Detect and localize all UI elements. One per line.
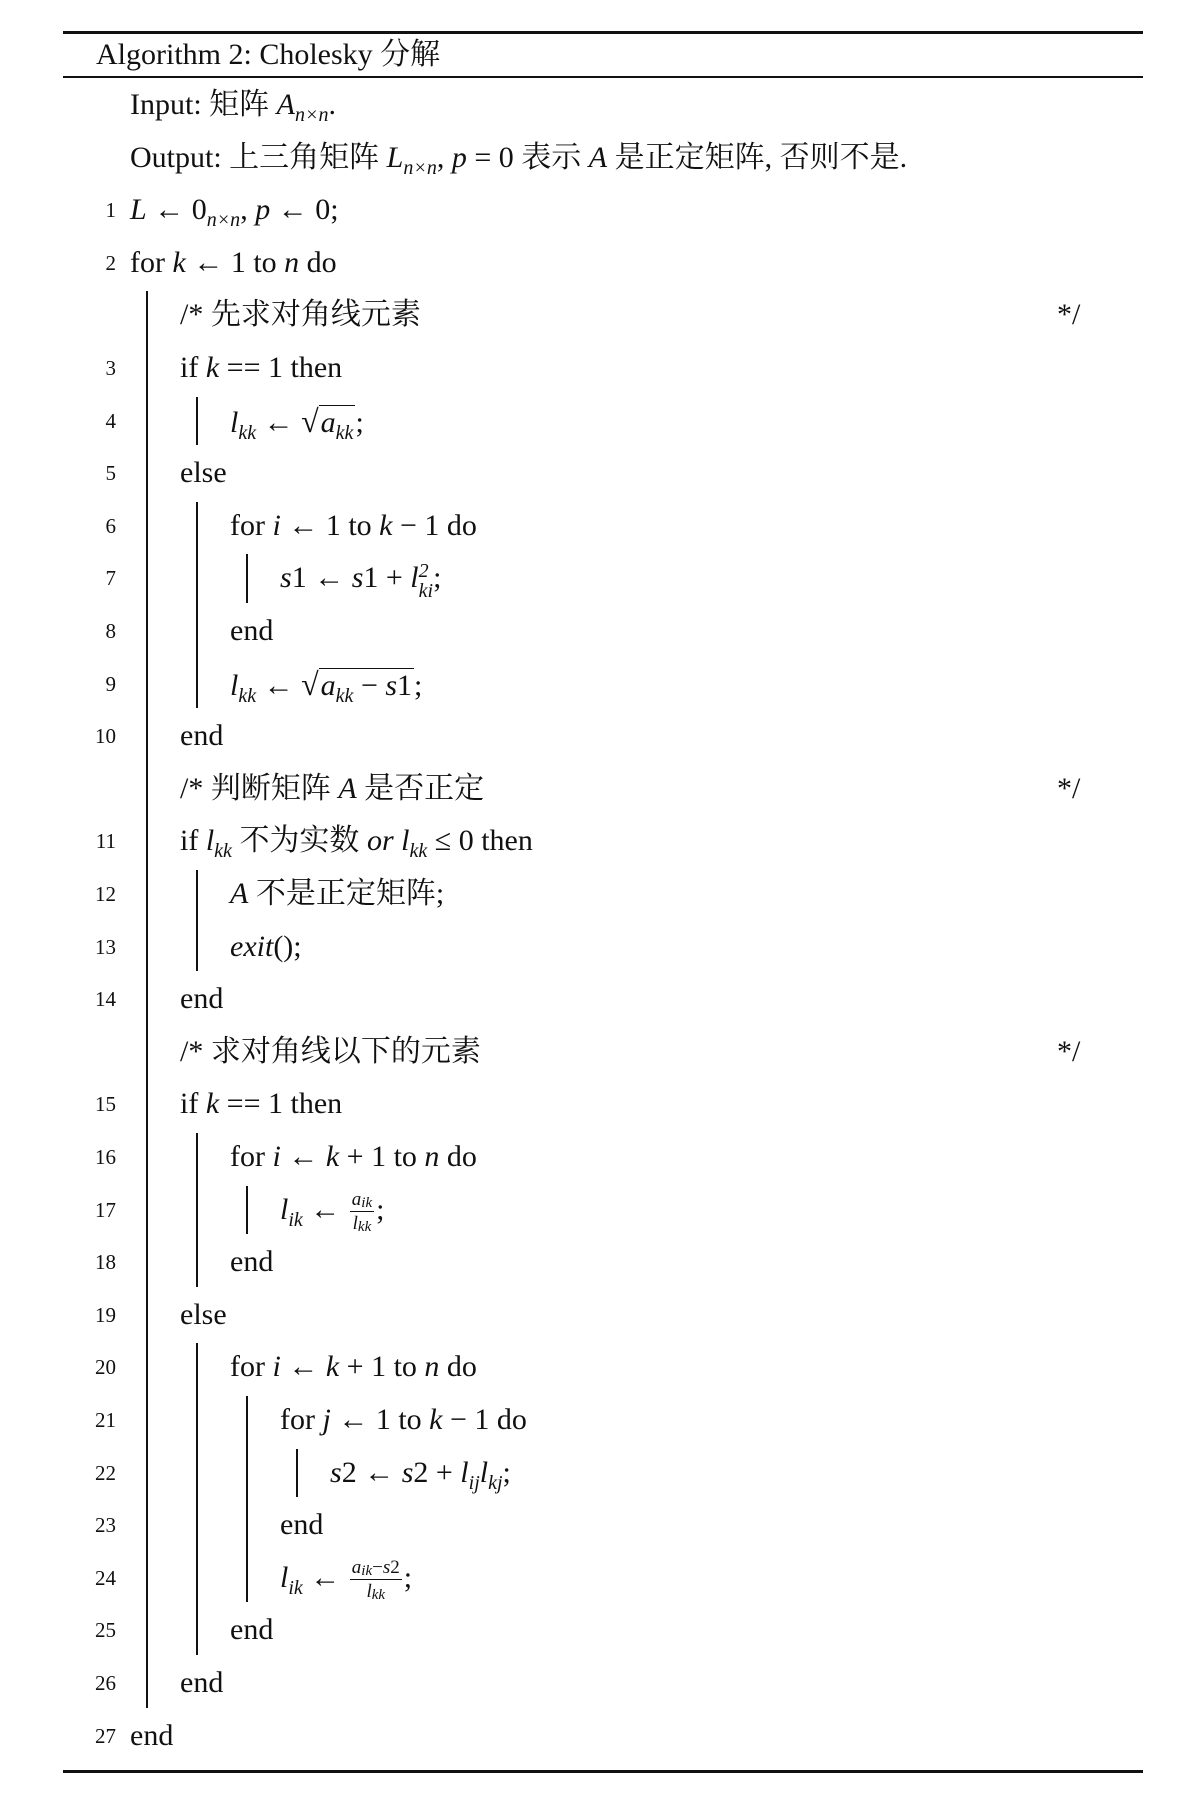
line-content <box>130 79 336 131</box>
sqrt-icon: √ <box>301 665 319 702</box>
text: end <box>180 982 224 1016</box>
math-symbol: l <box>205 824 215 858</box>
text: == 1 then <box>219 1087 343 1121</box>
math-symbol: p <box>255 193 271 227</box>
algorithm-line <box>0 1552 1204 1604</box>
text: for <box>230 508 273 542</box>
line-number: 9 <box>105 671 116 696</box>
block-indent-line <box>196 870 198 971</box>
text: ← <box>280 1140 326 1173</box>
denominator <box>350 1580 402 1603</box>
math-symbol: i <box>272 1350 281 1384</box>
subscript: n×n <box>403 156 437 179</box>
text: + 1 to <box>339 1140 425 1173</box>
comment-line <box>0 1026 1204 1078</box>
text: − <box>353 668 386 702</box>
text: end <box>180 719 224 753</box>
text: − <box>372 1557 383 1579</box>
algorithm-line <box>0 921 1204 973</box>
algorithm-title: Algorithm 2: Cholesky 分解 <box>96 38 441 71</box>
math-symbol: a <box>320 668 336 702</box>
line-content <box>230 1131 477 1183</box>
line-number: 21 <box>95 1408 116 1432</box>
text: end <box>180 1666 224 1699</box>
line-content <box>230 658 422 712</box>
line-content <box>230 1341 477 1393</box>
math-symbol: s <box>401 1455 414 1489</box>
line-content <box>180 1078 342 1130</box>
subscript: ik <box>361 1563 373 1580</box>
math-symbol: A <box>588 140 608 174</box>
math-symbol: p <box>451 140 467 174</box>
algorithm-line <box>0 815 1204 867</box>
comment-line <box>0 763 1204 815</box>
text: if <box>180 351 206 384</box>
fraction <box>350 1188 374 1235</box>
algorithm-line <box>0 1078 1204 1130</box>
line-content <box>230 1604 273 1656</box>
line-content <box>280 552 441 604</box>
text: end <box>230 1613 274 1647</box>
line-content <box>180 1289 227 1341</box>
line-content <box>230 395 364 449</box>
math-symbol: l <box>410 561 419 595</box>
math-symbol: n <box>284 245 300 279</box>
math-symbol: j <box>322 1403 331 1436</box>
line-content <box>280 1552 412 1604</box>
algorithm-line <box>0 1447 1204 1499</box>
algorithm-line <box>0 1236 1204 1288</box>
line-number: 12 <box>95 882 116 906</box>
line-number: 3 <box>105 356 116 380</box>
line-content <box>180 289 421 341</box>
text: ← 0; <box>270 193 339 227</box>
comment-open: /* <box>180 1034 204 1068</box>
text: if <box>180 1087 206 1121</box>
text: ; <box>502 1455 511 1489</box>
math-symbol: k <box>172 245 186 279</box>
line-content <box>180 815 533 867</box>
text: = 0 表示 <box>466 140 589 174</box>
math-symbol: i <box>272 508 281 542</box>
algorithm-line <box>0 552 1204 604</box>
text: end <box>130 1718 174 1752</box>
algorithm-line <box>0 342 1204 394</box>
text: ← <box>302 1560 348 1594</box>
subscript: kk <box>371 1587 386 1604</box>
text: − 1 do <box>392 508 477 542</box>
algorithm-line <box>0 658 1204 710</box>
text: else <box>180 1297 227 1331</box>
line-content <box>180 342 342 394</box>
block-indent-line <box>246 1186 248 1235</box>
text: 1 ← <box>291 561 352 595</box>
line-number: 10 <box>95 724 116 749</box>
line-content <box>180 1657 223 1709</box>
text: ← <box>302 1192 348 1226</box>
block-indent-line <box>196 1343 198 1655</box>
math-symbol: l <box>479 1455 489 1489</box>
text: end <box>230 1245 274 1279</box>
text: − 1 do <box>442 1403 527 1436</box>
algorithm-line <box>0 1131 1204 1183</box>
line-number: 16 <box>95 1145 116 1169</box>
math-symbol: l <box>460 1455 469 1489</box>
line-content <box>130 132 907 184</box>
algorithm-line <box>0 184 1204 236</box>
numerator <box>350 1556 402 1580</box>
bottom-rule <box>63 1770 1143 1773</box>
line-number: 19 <box>95 1302 116 1327</box>
math-symbol: s <box>351 561 364 595</box>
fraction <box>350 1556 402 1603</box>
math-symbol: l <box>352 1213 358 1235</box>
text: ≤ 0 then <box>427 824 533 858</box>
text: 1 <box>397 668 413 702</box>
math-symbol: a <box>320 405 336 439</box>
block-indent-line <box>246 1396 248 1602</box>
text: ← 1 to <box>330 1403 430 1436</box>
line-number: 13 <box>95 934 116 959</box>
text: , <box>436 140 452 174</box>
subscript: kk <box>238 684 257 707</box>
algorithm-line <box>0 132 1204 184</box>
text: ; <box>376 1192 385 1226</box>
line-number: 5 <box>105 461 116 486</box>
algorithm-line <box>0 1394 1204 1446</box>
math-symbol: s <box>385 668 398 702</box>
line-number: 25 <box>95 1618 116 1643</box>
sup-sub-script <box>419 561 433 601</box>
algorithm-line <box>0 1710 1204 1762</box>
math-symbol: s <box>330 1455 342 1489</box>
line-number: 8 <box>105 619 116 643</box>
text: do <box>439 1140 477 1173</box>
text: ← 0 <box>146 193 207 227</box>
line-number: 27 <box>95 1723 116 1748</box>
block-indent-line <box>246 554 248 603</box>
line-content <box>180 1026 481 1078</box>
text: 1 + <box>363 561 411 595</box>
text: + 1 to <box>339 1350 425 1384</box>
line-number: 2 <box>105 250 116 275</box>
subscript: kk <box>335 421 354 444</box>
subscript: ij <box>468 1471 480 1494</box>
line-content <box>230 1236 273 1288</box>
math-symbol: L <box>130 193 147 227</box>
math-symbol: n <box>424 1350 440 1384</box>
text: 2 <box>390 1557 400 1579</box>
block-indent-line <box>196 502 198 708</box>
math-symbol: l <box>280 1192 289 1226</box>
math-symbol: l <box>366 1581 372 1603</box>
text: if <box>180 824 206 858</box>
subscript: kk <box>409 840 428 863</box>
text: ← <box>256 668 302 702</box>
subscript: kj <box>488 1471 503 1494</box>
line-content <box>230 605 273 657</box>
text: ← 1 to <box>280 508 380 542</box>
line-content <box>230 868 444 920</box>
line-content <box>230 500 477 552</box>
math-symbol: i <box>272 1140 281 1173</box>
text: 是否正定 <box>356 771 485 805</box>
algorithm-line <box>0 605 1204 657</box>
math-symbol: a <box>351 1557 362 1579</box>
subscript: kk <box>335 684 354 707</box>
math-symbol: k <box>205 1087 220 1121</box>
subscript: ki <box>418 579 434 602</box>
text: end <box>280 1508 324 1542</box>
line-content <box>280 1499 323 1551</box>
math-symbol: l <box>230 668 239 702</box>
text: ← 1 to <box>185 245 285 279</box>
subscript: ik <box>288 1208 303 1231</box>
text: == 1 then <box>219 351 343 384</box>
sqrt-icon: √ <box>301 402 319 439</box>
text: for <box>230 1140 273 1173</box>
math-symbol: a <box>351 1189 362 1211</box>
subscript: n×n <box>206 209 241 232</box>
text: ; <box>414 668 423 702</box>
line-content <box>130 184 339 236</box>
text: ; <box>355 405 364 439</box>
math-symbol: A <box>230 877 249 910</box>
text: 2 + <box>413 1455 461 1489</box>
text: 不为实数 <box>231 824 367 858</box>
math-symbol: l <box>401 824 410 858</box>
math-symbol: s <box>280 561 292 595</box>
math-symbol: k <box>325 1140 340 1173</box>
algorithm-line <box>0 1184 1204 1236</box>
text: 是正定矩阵, 否则不是. <box>607 140 908 174</box>
comment-line <box>0 289 1204 341</box>
line-content <box>280 1184 384 1236</box>
text: 不是正定矩阵; <box>248 877 445 910</box>
line-content <box>280 1394 527 1446</box>
line-number: 17 <box>95 1197 116 1222</box>
text: Output: 上三角矩阵 <box>130 140 387 174</box>
math-symbol: k <box>429 1403 443 1436</box>
math-symbol: k <box>379 508 393 542</box>
block-indent-line <box>196 1133 198 1287</box>
line-content <box>180 447 227 499</box>
line-content <box>330 1447 511 1499</box>
text: , <box>240 193 256 227</box>
algorithm-line <box>0 500 1204 552</box>
line-number: 6 <box>105 513 116 538</box>
denominator <box>350 1212 374 1235</box>
algorithm-line <box>0 1657 1204 1709</box>
math-symbol: n <box>424 1140 440 1173</box>
line-content <box>180 710 223 762</box>
algorithm-line <box>0 395 1204 447</box>
line-number: 11 <box>95 829 116 854</box>
text: ; <box>403 1560 413 1594</box>
math-symbol: A <box>276 88 295 121</box>
text: for <box>280 1403 323 1436</box>
text <box>394 824 402 857</box>
subscript: kk <box>214 840 232 863</box>
math-symbol: L <box>386 140 404 174</box>
line-number: 1 <box>105 198 116 223</box>
line-number: 4 <box>105 408 116 433</box>
comment-open: /* <box>180 298 204 332</box>
comment-close: */ <box>1057 771 1081 805</box>
math-symbol: k <box>205 351 220 384</box>
text: . <box>328 88 336 121</box>
superscript: 2 <box>418 559 429 582</box>
line-number: 18 <box>95 1250 116 1275</box>
header-rule <box>63 76 1143 78</box>
algorithm-line <box>0 447 1204 499</box>
math-symbol: A <box>338 771 357 805</box>
subscript: kk <box>238 421 257 444</box>
line-content <box>180 763 484 815</box>
line-number: 22 <box>95 1460 116 1485</box>
line-number: 26 <box>95 1671 116 1695</box>
comment-close: */ <box>1057 298 1081 332</box>
subscript: ik <box>288 1576 303 1599</box>
text: end <box>230 614 274 647</box>
subscript: ik <box>361 1195 373 1212</box>
math-symbol: l <box>230 405 239 439</box>
math-symbol: or <box>366 824 394 858</box>
text: else <box>180 456 227 490</box>
line-content <box>180 973 223 1025</box>
block-indent-line <box>296 1449 298 1498</box>
algorithm-line <box>0 1499 1204 1551</box>
algorithm-line <box>0 973 1204 1025</box>
numerator <box>350 1188 374 1212</box>
line-number: 7 <box>105 566 116 591</box>
math-symbol: s <box>382 1557 391 1579</box>
algorithm-line <box>0 868 1204 920</box>
math-symbol: l <box>280 1560 289 1594</box>
line-number: 15 <box>95 1092 116 1117</box>
algorithm-line <box>0 1341 1204 1393</box>
math-symbol: k <box>325 1350 340 1384</box>
sqrt-radicand <box>319 405 356 444</box>
line-content <box>230 921 302 973</box>
text: 2 ← <box>341 1455 402 1489</box>
text: Input: 矩阵 <box>130 88 277 121</box>
line-number: 24 <box>95 1565 116 1590</box>
comment-open: /* <box>180 771 204 805</box>
text: 先求对角线元素 <box>203 298 421 332</box>
text: for <box>230 1350 273 1384</box>
algorithm-line <box>0 1604 1204 1656</box>
text: 判断矩阵 <box>203 771 339 805</box>
algorithm-line <box>0 79 1204 131</box>
block-indent-line <box>196 397 198 446</box>
text: (); <box>273 929 302 963</box>
line-number: 23 <box>95 1513 116 1538</box>
math-symbol: exit <box>230 929 274 963</box>
sqrt-radicand <box>319 668 414 707</box>
block-indent-line <box>146 291 148 1707</box>
text: ← <box>280 1350 326 1384</box>
comment-close: */ <box>1057 1034 1081 1068</box>
algorithm-line <box>0 710 1204 762</box>
text: do <box>439 1350 477 1384</box>
line-number: 14 <box>95 987 116 1012</box>
line-number: 20 <box>95 1355 116 1380</box>
line-content <box>130 1710 173 1762</box>
text: for <box>130 245 173 279</box>
subscript: kk <box>357 1219 372 1236</box>
text: 求对角线以下的元素 <box>203 1034 481 1068</box>
subscript: n×n <box>295 104 329 126</box>
text: ; <box>433 561 442 595</box>
line-content <box>130 237 337 289</box>
text: do <box>299 245 337 279</box>
text: ← <box>256 405 302 439</box>
algorithm-line <box>0 1289 1204 1341</box>
algorithm-line <box>0 237 1204 289</box>
